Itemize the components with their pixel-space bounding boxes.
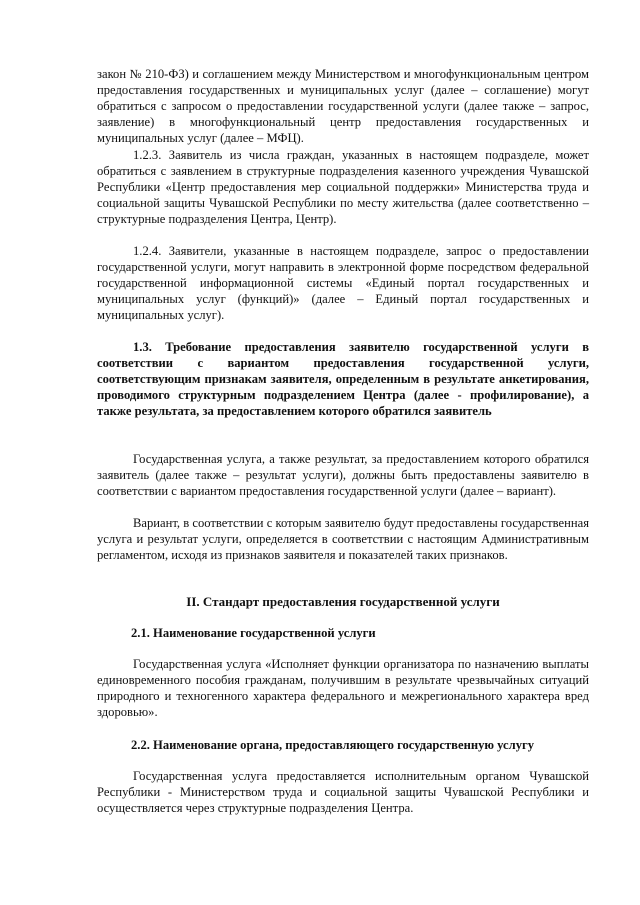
section-heading-II: II. Стандарт предоставления государственной услуги — [186, 594, 500, 609]
heading-1-3: 1.3. Требование предоставления заявителю государственной услуги в соответствии с вариантом предоставления государственной услуги, соответствующим признакам заявителя, определенным в результате анкетирования, проводимого структурным подразделением Центра (далее - профилирование), а также результата, за предоставлением которого обратился заявитель — [97, 340, 589, 418]
paragraph-1-3-variant: Вариант, в соответствии с которым заявителю будут предоставлены государственная услуга и результат услуги, определяется в соответствии с настоящим Административным регламентом, исходя из признаков заявителя и показателей таких признаков. — [97, 516, 589, 562]
paragraph-continuation: закон № 210-ФЗ) и соглашением между Министерством и многофункциональным центром предоставления государственных и муниципальных услуг (далее – соглашение) могут обратиться с запросом о предоставлении государственной услуги (далее также – запрос, заявление) в многофункциональный центр предоставления государственных и муниципальных услуг (далее – МФЦ). — [97, 67, 589, 145]
paragraph-2-2: Государственная услуга предоставляется исполнительным органом Чувашской Республики - Министерством труда и социальной защиты Чувашской Республики и осуществляется через структурные подразделения Центра. — [97, 769, 589, 815]
paragraph-1-2-3: 1.2.3. Заявитель из числа граждан, указанных в настоящем подразделе, может обратиться с заявлением в структурные подразделения казенного учреждения Чувашской Республики «Центр предоставления мер социальной поддержки» Министерства труда и социальной защиты Чувашской Республики по месту жительства (далее соответственно – структурные подразделения Центра, Центр). — [97, 148, 589, 226]
heading-2-1: 2.1. Наименование государственной услуги — [131, 626, 376, 640]
paragraph-1-2-4: 1.2.4. Заявители, указанные в настоящем подразделе, запрос о предоставлении государственной услуги, могут направить в электронной форме посредством федеральной государственной информационной системы «Единый портал государственных и муниципальных услуг (функций)» (далее – Единый портал государственных и муниципальных услуг). — [97, 244, 589, 322]
paragraph-2-1: Государственная услуга «Исполняет функции организатора по назначению выплаты единовременного пособия гражданам, получившим в результате чрезвычайных ситуаций природного и техногенного характера федерального и межрегионального характера вред здоровью». — [97, 657, 589, 719]
paragraph-1-3-result: Государственная услуга, а также результат, за предоставлением которого обратился заявитель (далее также – результат услуги), должны быть предоставлены заявителю в соответствии с вариантом предоставления государственной услуги (далее – вариант). — [97, 452, 589, 498]
heading-2-2: 2.2. Наименование органа, предоставляющего государственную услугу — [131, 738, 535, 752]
